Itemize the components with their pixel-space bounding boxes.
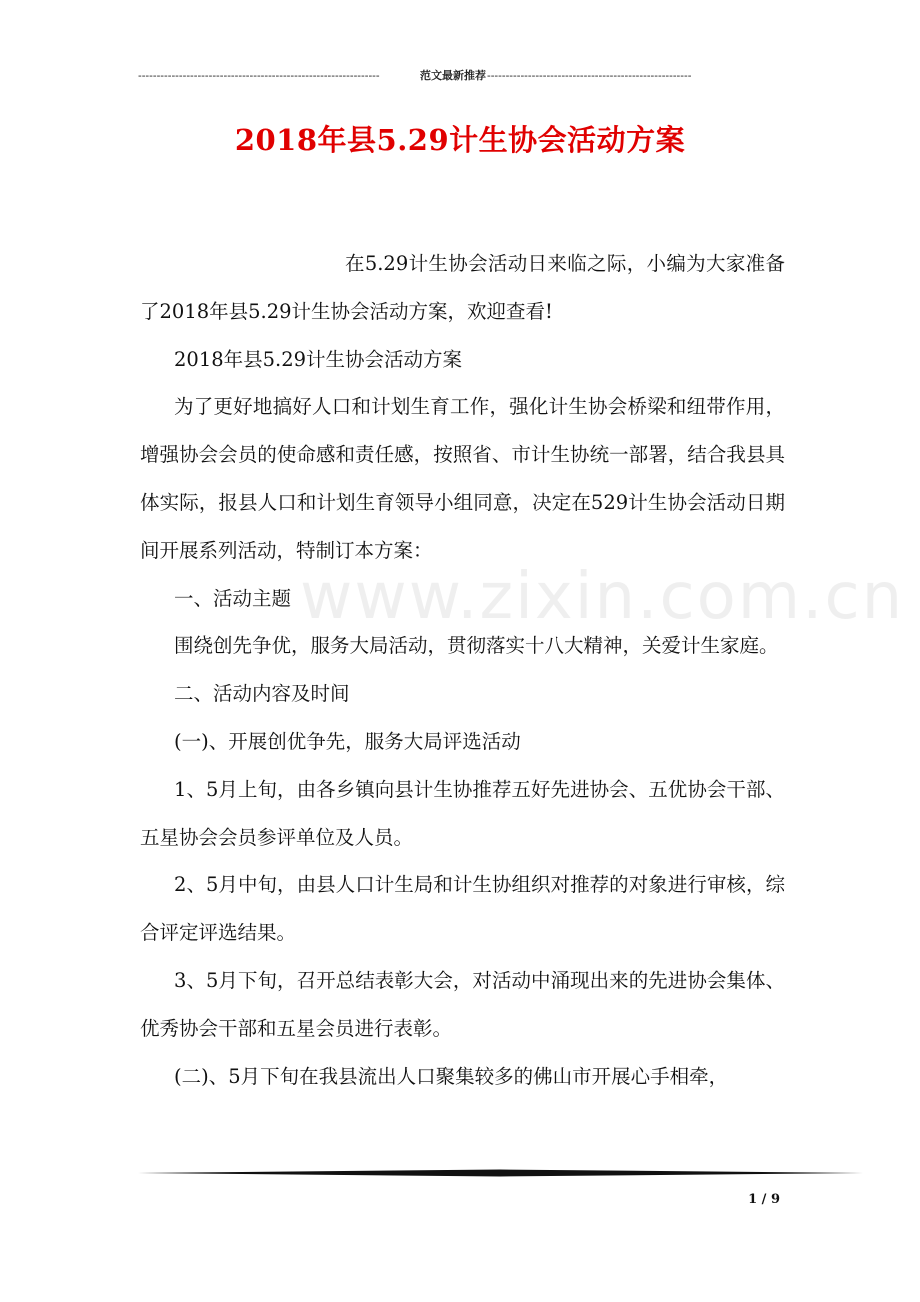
watermark: www.zixin.com.cn	[300, 560, 905, 634]
header-rule	[138, 68, 768, 84]
header-dashes-left: -----------------------------------------------------------------	[138, 69, 380, 82]
paragraph-purpose: 为了更好地搞好人口和计划生育工作，强化计生协会桥梁和纽带作用，增强协会会员的使命感和责任感，按照省、市计生协统一部署，结合我县具体实际，报县人口和计划生育领导小组同意，决定在529计生协会活动日期间开展系列活动，特制订本方案：	[140, 395, 785, 562]
subheading-one: (一)、开展创优争先，服务大局评选活动	[174, 729, 521, 753]
list-item-3: 3、5月下旬，召开总结表彰大会，对活动中涌现出来的先进协会集体、优秀协会干部和五星会员进行表彰。	[140, 968, 785, 1040]
document-title: 2018年县5.29计生协会活动方案	[234, 123, 686, 157]
page-number: 1 / 9	[748, 1192, 780, 1207]
subheading-two: (二)、5月下旬在我县流出人口聚集较多的佛山市开展心手相牵，	[174, 1064, 729, 1088]
paragraph-intro: 在5.29计生协会活动日来临之际，小编为大家准备了2018年县5.29计生协会活动方案，欢迎查看!	[140, 252, 785, 323]
list-item-1: 1、5月上旬，由各乡镇向县计生协推荐五好先进协会、五优协会干部、五星协会会员参评单位及人员。	[140, 777, 785, 849]
paragraph-subtitle: 2018年县5.29计生协会活动方案	[174, 347, 463, 371]
heading-theme: 一、活动主题	[174, 586, 292, 610]
list-item-2: 2、5月中旬，由县人口计生局和计生协组织对推荐的对象进行审核，综合评定评选结果。	[140, 873, 785, 945]
footer-divider	[138, 1168, 863, 1178]
header-label: 范文最新推荐	[420, 69, 486, 82]
header-dashes-right: -------------------------------------------------------	[487, 69, 692, 82]
document-body	[140, 240, 785, 1100]
heading-content: 二、活动内容及时间	[174, 682, 350, 706]
paragraph-theme: 围绕创先争优，服务大局活动，贯彻落实十八大精神，关爱计生家庭。	[174, 634, 779, 658]
